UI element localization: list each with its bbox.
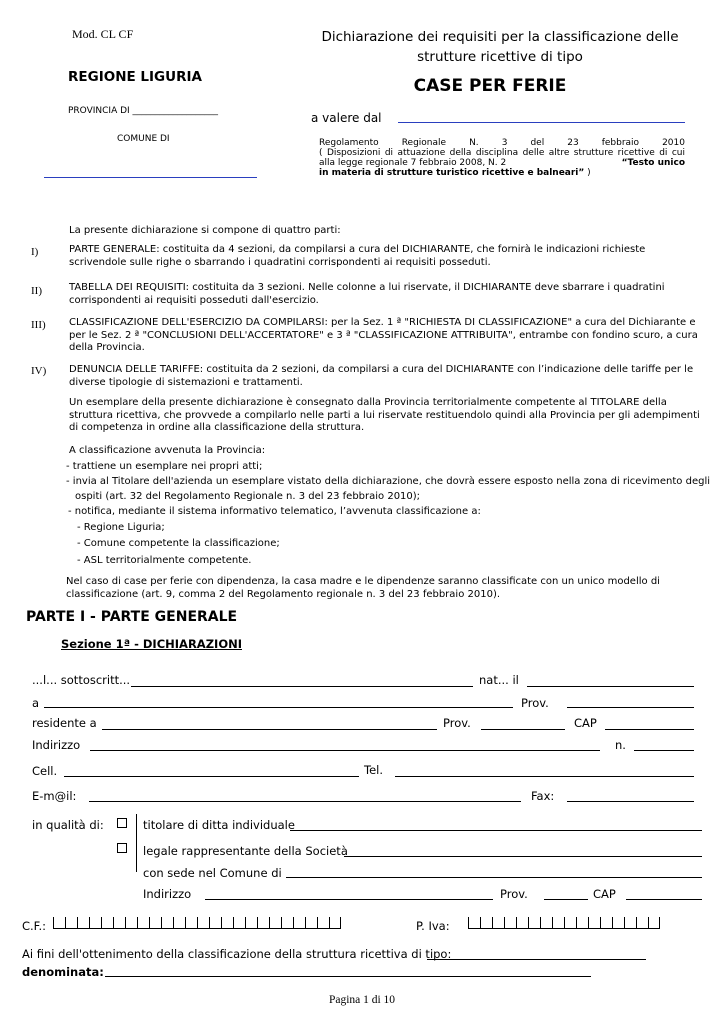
part-num-2: II) [31, 285, 42, 297]
numero-label: n. [615, 738, 626, 752]
sub-item-1: - Regione Liguria; [77, 522, 165, 533]
cf-cell[interactable] [113, 917, 125, 929]
part-desc-4: DENUNCIA DELLE TARIFFE: costituita da 2 sezioni, da compilarsi a cura del DICHIARANTE con l’indicazione delle tariffe per le diverse tipologie di sistemazioni e trattamenti. [69, 364, 694, 388]
piva-cell[interactable] [480, 917, 492, 929]
legale-checkbox[interactable] [117, 843, 127, 853]
list-item-2: - invia al Titolare dell'azienda un esemplare vistato della dichiarazione, che dovrà essere esposto nella zona di ricevimento degli [66, 476, 710, 487]
list-item-3: - notifica, mediante il sistema informativo telematico, l’avvenuta classificazione a: [68, 506, 481, 517]
cf-cell[interactable] [137, 917, 149, 929]
titolare-label: titolare di ditta individuale [143, 818, 295, 832]
cf-cell[interactable] [329, 917, 341, 929]
denominata-label: denominata: [22, 965, 104, 979]
part-num-4: IV) [31, 365, 47, 377]
tel-field[interactable] [395, 776, 694, 777]
sub-item-2: - Comune competente la classificazione; [77, 538, 280, 549]
a-label: a [32, 696, 40, 710]
piva-cell[interactable] [540, 917, 552, 929]
piva-cell[interactable] [600, 917, 612, 929]
qualita-divider [136, 814, 137, 872]
cf-cell[interactable] [77, 917, 89, 929]
cap-label: CAP [574, 716, 597, 730]
cf-cell[interactable] [269, 917, 281, 929]
dipendenza-paragraph: Nel caso di case per ferie con dipendenza, la casa madre e le dipendenze saranno classificate con un unico modello di classificazione (art. 9, comma 2 del Regolamento regionale n. 3 del 23 febbraio 2010). [66, 576, 660, 600]
cf-cell[interactable] [125, 917, 137, 929]
nato-field[interactable] [527, 686, 694, 687]
piva-cell[interactable] [468, 917, 480, 929]
sottoscritto-field[interactable] [131, 686, 473, 687]
piva-field[interactable] [468, 917, 660, 929]
cf-cell[interactable] [89, 917, 101, 929]
prov3-field[interactable] [544, 899, 588, 900]
esemplare-paragraph: Un esemplare della presente dichiarazione è consegnato dalla Provincia territorialmente competente al TITOLARE della struttura ricettiva, che provvede a compilarlo nelle parti a lui riservate restituendolo quindi alla Provincia per gli adempimenti di competenza in ordine alla classificazione della struttura. [69, 397, 700, 433]
sede-field[interactable] [286, 877, 702, 878]
piva-cell[interactable] [636, 917, 648, 929]
cf-cell[interactable] [161, 917, 173, 929]
reg-line-1: Regolamento Regionale N. 3 del 23 febbraio 2010 [319, 138, 685, 148]
indirizzo-field[interactable] [90, 750, 600, 751]
a-field[interactable] [44, 707, 513, 708]
piva-cell[interactable] [552, 917, 564, 929]
prov-field[interactable] [567, 707, 694, 708]
nato-label: nat... il [479, 673, 519, 687]
titolare-checkbox[interactable] [117, 818, 127, 828]
indirizzo2-field[interactable] [205, 899, 493, 900]
part-num-3: III) [31, 319, 46, 331]
comune-label: COMUNE DI [117, 134, 170, 144]
sottoscritto-label: ...l... sottoscritt... [32, 673, 131, 687]
email-label: E-m@il: [32, 789, 77, 803]
cf-cell[interactable] [197, 917, 209, 929]
fax-label: Fax: [531, 789, 555, 803]
regulation-note [319, 138, 685, 178]
piva-cell[interactable] [504, 917, 516, 929]
residente-label: residente a [32, 716, 97, 730]
reg-line-2: ( Disposizioni di attuazione della disciplina delle altre strutture ricettive di cui [319, 148, 685, 158]
cf-cell[interactable] [221, 917, 233, 929]
main-title: CASE PER FERIE [413, 76, 567, 96]
cap2-field[interactable] [626, 899, 702, 900]
cf-cell[interactable] [305, 917, 317, 929]
sub-item-3: - ASL territorialmente competente. [77, 555, 252, 566]
list-item-1: - trattiene un esemplare nei propri atti; [66, 461, 263, 472]
piva-cell[interactable] [492, 917, 504, 929]
fax-field[interactable] [567, 801, 694, 802]
tipo-field[interactable] [427, 959, 646, 960]
part-desc-3: CLASSIFICAZIONE DELL'ESERCIZIO DA COMPILARSI: per la Sez. 1 ª "RICHIESTA DI CLASSIFICAZIONE" a cura del Dichiarante e per le Sez. 2 ª "CONCLUSIONI DELL'ACCERTATORE" e 3 ª "CLASSIFICAZIONE ATTRIBUITA", entrambe con fondino scuro, a cura della Provincia. [69, 317, 698, 353]
cf-cell[interactable] [209, 917, 221, 929]
indirizzo-label: Indirizzo [32, 738, 81, 752]
cap2-label: CAP [593, 887, 616, 901]
piva-label: P. Iva: [416, 919, 450, 933]
piva-cell[interactable] [576, 917, 588, 929]
legale-field[interactable] [344, 856, 702, 857]
piva-cell[interactable] [588, 917, 600, 929]
list-item-2-cont: ospiti (art. 32 del Regolamento Regionale n. 3 del 23 febbraio 2010); [75, 491, 421, 502]
cf-cell[interactable] [317, 917, 329, 929]
cell-field[interactable] [64, 776, 359, 777]
comune-field[interactable] [44, 177, 257, 178]
cf-cell[interactable] [101, 917, 113, 929]
cf-cell[interactable] [173, 917, 185, 929]
prov2-field[interactable] [481, 729, 565, 730]
avvenuta-paragraph: A classificazione avvenuta la Provincia: [69, 445, 266, 456]
cf-cell[interactable] [53, 917, 65, 929]
sede-label: con sede nel Comune di [143, 866, 282, 880]
title-line-1: Dichiarazione dei requisiti per la classificazione delle [321, 29, 679, 45]
provincia-label: PROVINCIA DI ___________________ [68, 106, 219, 116]
email-field[interactable] [89, 801, 521, 802]
piva-cell[interactable] [528, 917, 540, 929]
legale-label: legale rappresentante della Società [143, 844, 348, 858]
valere-field[interactable] [398, 122, 685, 123]
piva-cell[interactable] [624, 917, 636, 929]
reg-line-3: alla legge regionale 7 febbraio 2008, N. 2 “Testo unico [319, 158, 685, 168]
titolare-field[interactable] [290, 830, 702, 831]
cell-label: Cell. [32, 764, 58, 778]
intro-lead: La presente dichiarazione si compone di quattro parti: [69, 225, 341, 236]
reg-line-4: in materia di strutture turistico ricettive e balneari” ) [319, 168, 591, 178]
valere-label: a valere dal [311, 111, 382, 125]
denominata-field[interactable] [105, 976, 591, 977]
indirizzo2-label: Indirizzo [143, 887, 192, 901]
parte-title: PARTE I - PARTE GENERALE [26, 609, 238, 625]
part-num-1: I) [31, 246, 39, 258]
piva-cell[interactable] [564, 917, 576, 929]
title-line-2: strutture ricettive di tipo [417, 49, 583, 65]
tel-label: Tel. [364, 763, 383, 777]
part-desc-1: PARTE GENERALE: costituita da 4 sezioni, da compilarsi a cura del DICHIARANTE, che fornirà le indicazioni richieste scrivendole sulle righe o sbarrando i quadratini corrispondenti ai requisiti posseduti. [69, 244, 646, 268]
part-desc-2: TABELLA DEI REQUISITI: costituita da 3 sezioni. Nelle colonne a lui riservate, il DICHIARANTE deve sbarrare i quadratini corrispondenti ai requisiti posseduti dall'esercizio. [69, 282, 665, 306]
prov-label: Prov. [521, 696, 549, 710]
residente-field[interactable] [102, 729, 437, 730]
page-number: Pagina 1 di 10 [328, 994, 396, 1006]
form-code: Mod. CL CF [72, 27, 134, 41]
piva-cell[interactable] [648, 917, 660, 929]
prov2-label: Prov. [443, 716, 471, 730]
region-label: REGIONE LIGURIA [68, 69, 202, 85]
qualita-label: in qualità di: [32, 818, 104, 832]
section-title: Sezione 1ª - DICHIARAZIONI [61, 637, 242, 651]
numero-field[interactable] [634, 750, 694, 751]
cf-label: C.F.: [22, 919, 46, 933]
piva-cell[interactable] [612, 917, 624, 929]
cf-cell[interactable] [65, 917, 77, 929]
cf-cell[interactable] [281, 917, 293, 929]
document-title [300, 27, 700, 67]
piva-cell[interactable] [516, 917, 528, 929]
cf-field[interactable] [53, 917, 341, 929]
fini-label: Ai fini dell'ottenimento della classificazione della struttura ricettiva di tipo: [22, 947, 452, 961]
prov3-label: Prov. [500, 887, 528, 901]
cf-cell[interactable] [293, 917, 305, 929]
cf-cell[interactable] [245, 917, 257, 929]
cf-cell[interactable] [233, 917, 245, 929]
cf-cell[interactable] [185, 917, 197, 929]
cf-cell[interactable] [257, 917, 269, 929]
cf-cell[interactable] [149, 917, 161, 929]
cap-field[interactable] [605, 729, 694, 730]
